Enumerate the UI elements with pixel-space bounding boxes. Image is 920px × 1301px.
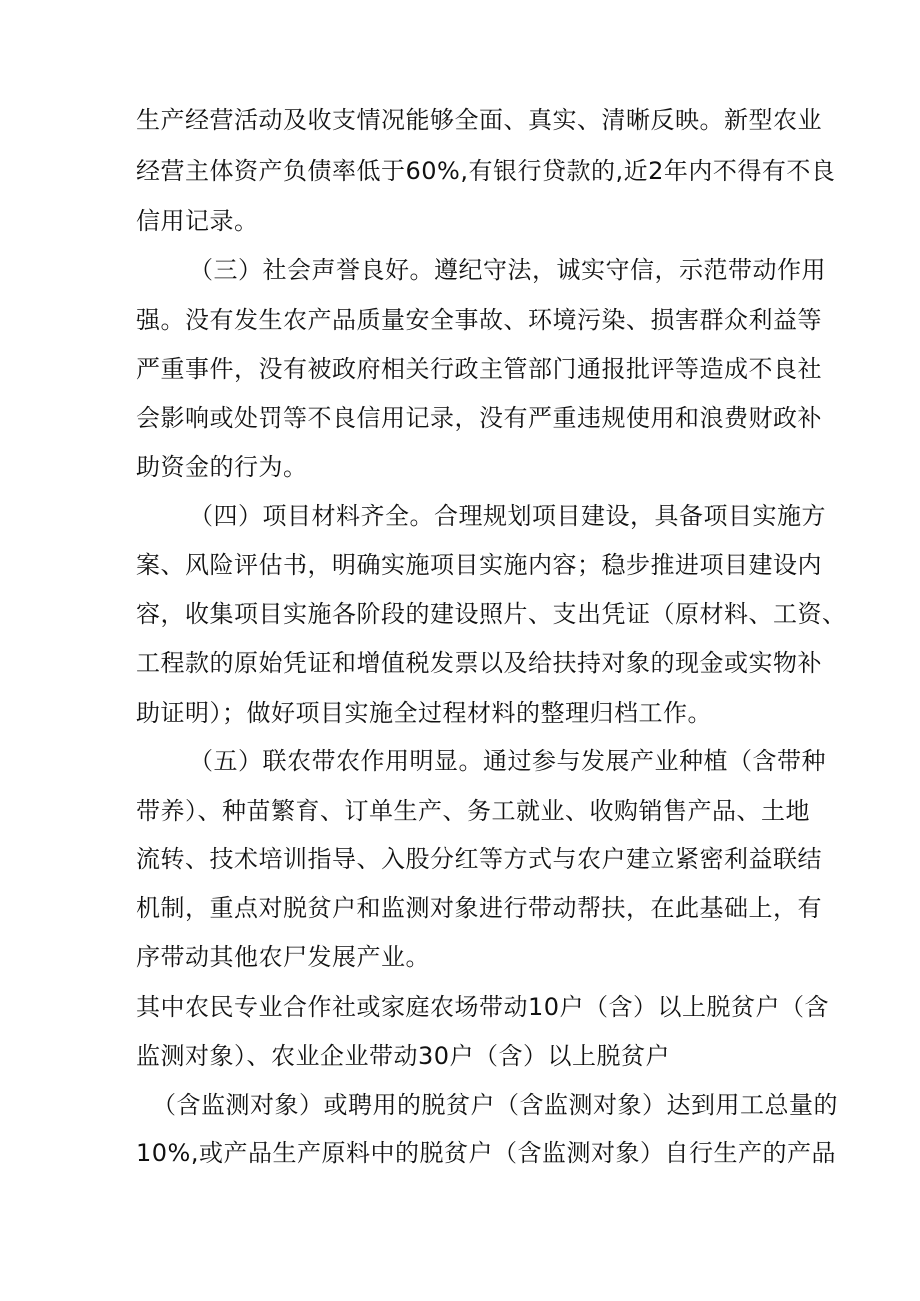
text-line: 严重事件，没有被政府相关行政主管部门通报批评等造成不良社 — [136, 355, 822, 383]
text-line: 会影响或处罚等不良信用记录，没有严重违规使用和浪费财政补 — [136, 404, 822, 432]
paragraph-heading-5: （五）联农带农作用明显。通过参与发展产业种植（含带种 — [189, 747, 826, 775]
text-line: 助证明）；做好项目实施全过程材料的整理归档工作。 — [136, 699, 712, 727]
text-line: （含监测对象）或聘用的脱贫户（含监测对象）达到用工总量的 — [152, 1091, 838, 1119]
text-line: 监测对象）、农业企业带动30户（含）以上脱贫户 — [136, 1042, 671, 1070]
text-line: 强。没有发生农产品质量安全事故、环境污染、损害群众利益等 — [136, 306, 822, 334]
text-line: 其中农民专业合作社或家庭农场带动10户（含）以上脱贫户（含 — [136, 993, 830, 1021]
text-line: 10%,或产品生产原料中的脱贫户（含监测对象）自行生产的产品 — [136, 1139, 836, 1167]
text-line: 经营主体资产负债率低于60%,有银行贷款的,近2年内不得有不良 — [136, 157, 836, 185]
text-line: 生产经营活动及收支情况能够全面、真实、清晰反映。新型农业 — [136, 106, 822, 134]
paragraph-heading-3: （三）社会声誉良好。遵纪守法，诚实守信，示范带动作用 — [189, 256, 826, 284]
text-line: 助资金的行为。 — [136, 453, 308, 481]
text-line: 机制，重点对脱贫户和监测对象进行带动帮扶，在此基础上，有 — [136, 894, 822, 922]
text-line: 信用记录。 — [136, 207, 259, 235]
text-line: 容，收集项目实施各阶段的建设照片、支出凭证（原材料、工资、 — [136, 600, 847, 628]
text-line: 带养）、种苗繁育、订单生产、务工就业、收购销售产品、土地 — [136, 797, 810, 825]
text-line: 序带动其他农尸发展产业。 — [136, 943, 430, 971]
text-line: 流转、技术培训指导、入股分红等方式与农户建立紧密利益联结 — [136, 845, 822, 873]
text-line: 工程款的原始凭证和增值税发票以及给扶持对象的现金或实物补 — [136, 649, 822, 677]
text-line: 案、风险评估书，明确实施项目实施内容；稳步推进项目建设内 — [136, 551, 822, 579]
paragraph-heading-4: （四）项目材料齐全。合理规划项目建设，具备项目实施方 — [189, 502, 826, 530]
